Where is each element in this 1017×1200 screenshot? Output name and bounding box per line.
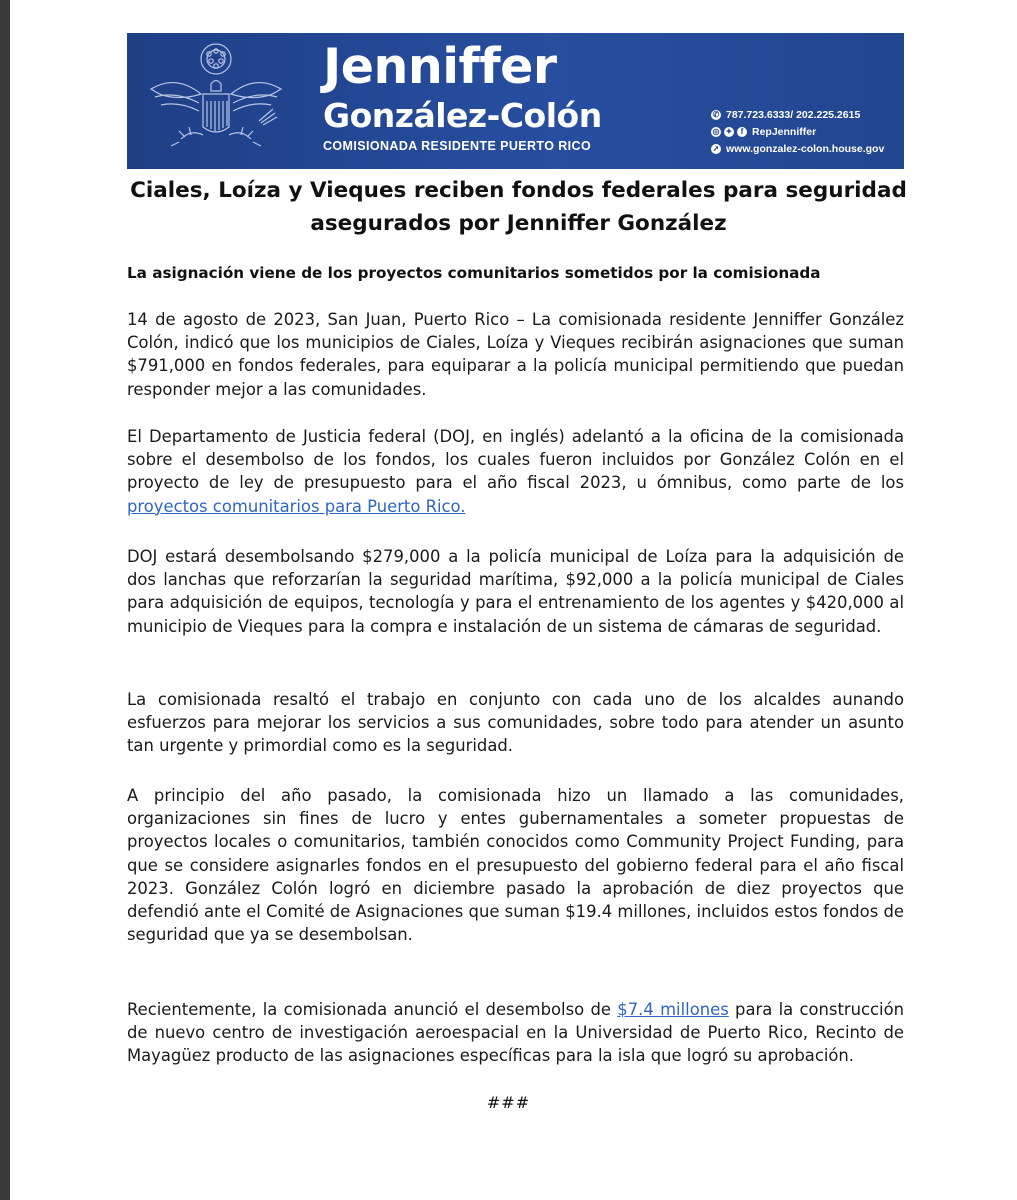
paragraph-5: A principio del año pasado, la comisionada hizo un llamado a las comunidades, organizaciones sin fines de lucro y entes gubernamentales a someter propuestas de proyectos locales o comunitarios, también conocidos como Community Project Funding, para que se considere asignarles fondos en el presupuesto del gobierno federal para el año fiscal 2023. González Colón logró en diciembre pasado la aprobación de diez proyectos que defendió ante el Comité de Asignaciones que suman $19.4 millones, incluidos estos fondos de seguridad que ya se desembolsan. — [127, 786, 904, 945]
banner-name-first: Jenniffer — [323, 38, 557, 95]
banner-office-title: COMISIONADA RESIDENTE PUERTO RICO — [323, 139, 592, 153]
contact-website: www.gonzalez-colon.house.gov — [726, 142, 885, 155]
paragraph-1: 14 de agosto de 2023, San Juan, Puerto Rico – La comisionada residente Jenniffer González Colón, indicó que los municipios de Ciales, Loíza y Vieques recibirán asignaciones que suman $791,000 en fondos federales, para equiparar a la policía municipal permitiendo que puedan responder mejor a las comunidades. — [127, 310, 904, 399]
paragraph-6 — [127, 998, 904, 1068]
congress-eagle-seal-icon — [141, 39, 291, 164]
banner-contact-block — [711, 106, 884, 157]
paragraph-4: La comisionada resaltó el trabajo en conjunto con cada uno de los alcaldes aunando esfuerzos para mejorar los servicios a sus comunidades, sobre todo para atender un asunto tan urgente y primordial como es la seguridad. — [127, 690, 904, 756]
instagram-icon: ◎ — [712, 126, 720, 136]
paragraph-6-text-before: Recientemente, la comisionada anunció el desembolso de — [127, 1000, 618, 1019]
contact-phone: 787.723.6333/ 202.225.2615 — [726, 108, 861, 121]
community-projects-link[interactable]: proyectos comunitarios para Puerto Rico. — [127, 496, 466, 516]
press-release-headline: Ciales, Loíza y Vieques reciben fondos federales para seguridad asegurados por Jenniffer González — [130, 178, 907, 236]
facebook-icon: f — [737, 127, 747, 137]
letterhead-banner — [127, 33, 904, 169]
phone-icon: ✆ — [712, 109, 720, 119]
aerospace-funding-link[interactable]: $7.4 millones — [617, 1000, 729, 1019]
contact-website-row — [711, 140, 884, 157]
contact-phone-row — [711, 106, 884, 123]
viewer-edge-strip — [0, 0, 10, 1200]
twitter-icon: ✦ — [725, 126, 733, 136]
globe-icon: ➚ — [712, 143, 720, 153]
contact-social-row — [711, 123, 884, 140]
paragraph-3: DOJ estará desembolsando $279,000 a la policía municipal de Loíza para la adquisición de dos lanchas que reforzarían la seguridad marítima, $92,000 a la policía municipal de Ciales para adquisición de equipos, tecnología y para el entrenamiento de los agentes y $420,000 al municipio de Vieques para la compra e instalación de un sistema de cámaras de seguridad. — [127, 547, 904, 636]
banner-name-last: González-Colón — [323, 96, 602, 135]
paragraph-2 — [127, 425, 904, 518]
paragraph-2-text: El Departamento de Justicia federal (DOJ, en inglés) adelantó a la oficina de la comisionada sobre el desembolso de los fondos, los cuales fueron incluidos por González Colón en el proyecto de ley de presupuesto para el año fiscal 2023, u ómnibus, como parte de los — [127, 427, 904, 493]
contact-social-handle: RepJenniffer — [752, 125, 817, 138]
paragraph-6-text-after: para la construcción de nuevo centro de investigación aeroespacial en la Universidad de Puerto Rico, Recinto de Mayagüez producto de las asignaciones específicas para la isla que logró su aprobación. — [127, 1000, 904, 1066]
press-release-subheadline: La asignación viene de los proyectos comunitarios sometidos por la comisionada — [127, 264, 821, 282]
end-of-release-mark: ### — [486, 1093, 531, 1112]
